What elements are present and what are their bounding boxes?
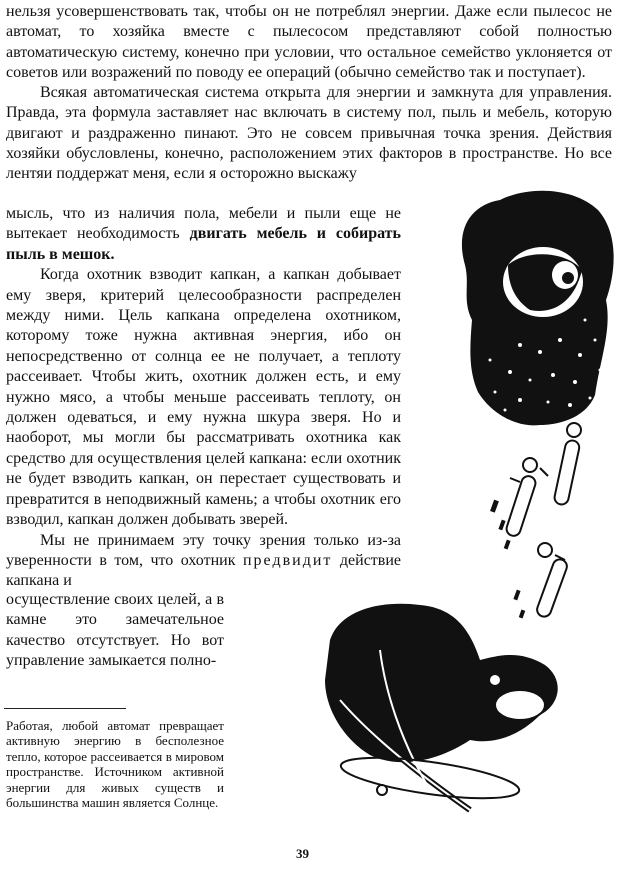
prediction-text-b: действие капкана и xyxy=(6,551,402,590)
prediction-text-a: Мы не принимаем эту точку зрения только из-за уверенности в том, что охотник xyxy=(6,531,401,569)
paragraph-control: осуществление своих целей, а в камне это замечательное качество отсутствует. Но вот управление замыкается полно- xyxy=(6,591,224,670)
thermometer-figure-2 xyxy=(553,423,581,506)
page-number: 39 xyxy=(296,846,309,861)
paragraph-automatic-system: Всякая автоматическая система открыта для энергии и замкнута для управления. Правда, эта формула заставляет нас включать в систему пол, пыль и мебель, которую двигают и раздраженно пинают. Это не совсем привычная точка зрения. Действия хозяйки обусловлены, конечно, расположением этих факторов в пространстве. Но все лентяи поддержат меня, если я осторожно выскажу xyxy=(6,84,612,183)
wolf-in-trap xyxy=(325,604,558,810)
thermometer-figures xyxy=(505,423,581,619)
footnote: Работая, любой автомат превращает активную энергию в бесполезное тепло, которое рассеивается в мировом пространстве. Источником активной энергии для живых существ и большинства машин является Солнце. xyxy=(6,718,224,811)
prediction-spaced-word: предвидит xyxy=(242,551,333,569)
moon-face xyxy=(503,247,583,317)
paragraph-continuation: нельзя усовершенствовать так, чтобы он не потреблял энергии. Даже если пылесос не автомат, то хозяйка вместе с пылесосом представляют собой полностью автоматическую систему, конечно при условии, что остальное семейство уклоняется от советов или возражений по поводу ее операций (обычно семейство так и поступает). xyxy=(6,3,612,81)
thermometer-figure-1 xyxy=(505,458,548,538)
paragraph-hunter: Когда охотник взводит капкан, а капкан добывает ему зверя, критерий целесообразности распределен между ними. Цель капкана определена охотником, которому тоже нужна активная энергия, ибо он непосредственно от солнца ее не получает, а теплоту рассеивает. Чтобы жить, охотник должен есть, и ему нужно мясо, а чтобы меньше рассеивать теплоту, он должен одеваться, и ему нужна шкура зверя. Но и наоборот, мы могли бы рассматривать охотника как средство для осуществления целей капкана: если охотник не будет взводить капкан, он перестает существовать и превратится в неподвижный камень; а чтобы охотник его взводил, капкан должен добывать зверей. xyxy=(6,266,401,529)
furniture-text: мысль, что из наличия пола, мебели и пыли еще не вытекает необходимость xyxy=(6,205,401,243)
furniture-bold-text: двигать мебель и собирать пыль в мешок. xyxy=(6,225,402,263)
thermometer-figure-3 xyxy=(535,543,569,619)
